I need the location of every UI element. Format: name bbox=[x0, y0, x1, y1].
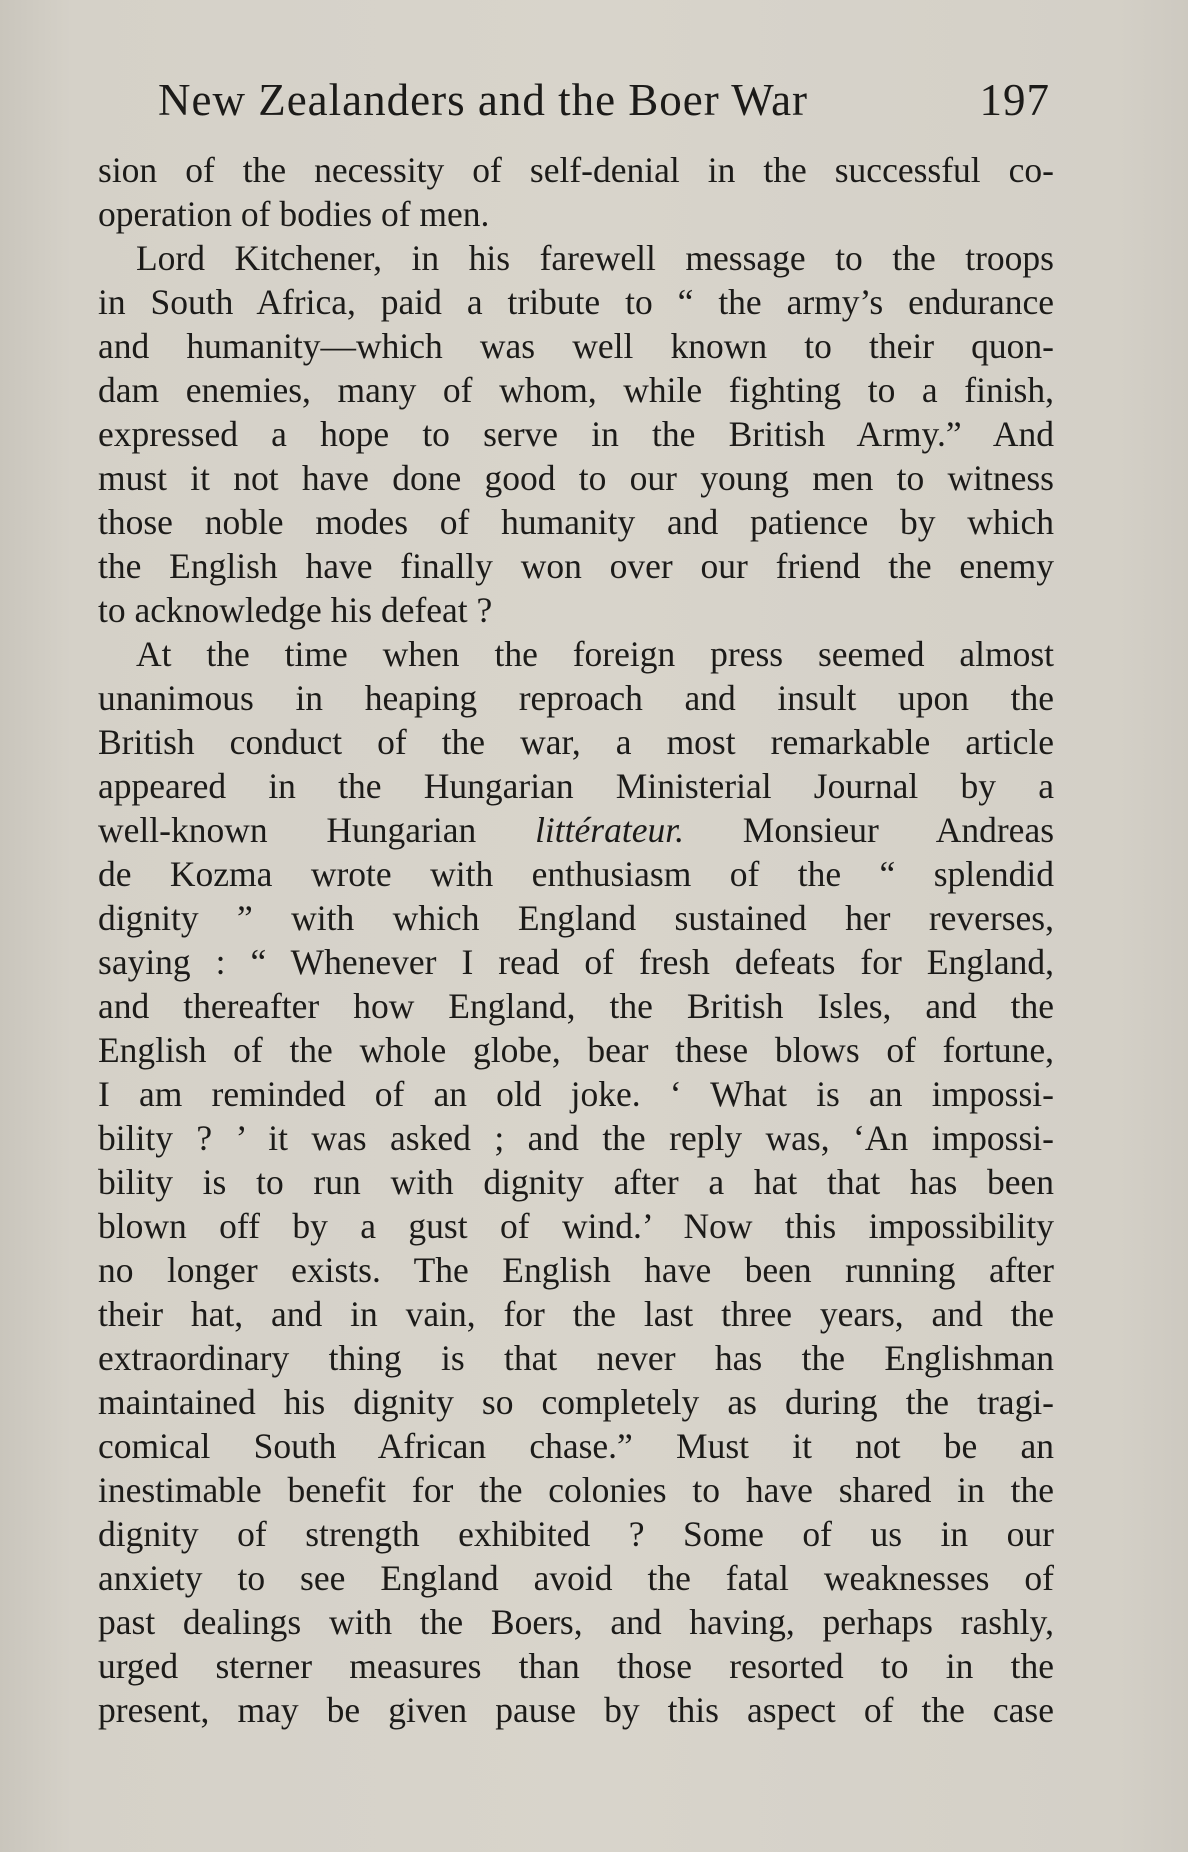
page-number: 197 bbox=[979, 75, 1050, 125]
text-line: appeared in the Hungarian Ministerial Journal by a bbox=[98, 766, 1054, 806]
text-line: bility ? ’ it was asked ; and the reply was, ‘An impossi- bbox=[98, 1118, 1054, 1158]
text-line: and humanity—which was well known to their quon- bbox=[98, 326, 1054, 366]
text-line: unanimous in heaping reproach and insult upon the bbox=[98, 678, 1054, 718]
text-line: British conduct of the war, a most remarkable article bbox=[98, 722, 1054, 762]
text-line: inestimable benefit for the colonies to have shared in the bbox=[98, 1470, 1054, 1510]
italic-term: littérateur. bbox=[535, 810, 684, 850]
text-line: the English have finally won over our friend the enemy bbox=[98, 546, 1054, 586]
text-line: expressed a hope to serve in the British Army.” And bbox=[98, 414, 1054, 454]
text-line: bility is to run with dignity after a hat that has been bbox=[98, 1162, 1054, 1202]
text-line: extraordinary thing is that never has the Englishman bbox=[98, 1338, 1054, 1378]
text-line: present, may be given pause by this aspect of the case bbox=[98, 1690, 1054, 1730]
running-title: New Zealanders and the Boer War bbox=[158, 75, 809, 125]
text-line: to acknowledge his defeat ? bbox=[98, 590, 493, 630]
text-line: English of the whole globe, bear these blows of fortune, bbox=[98, 1030, 1054, 1070]
text-segment: well-known Hungarian bbox=[98, 810, 477, 850]
text-line: saying : “ Whenever I read of fresh defeats for England, bbox=[98, 942, 1054, 982]
text-line: dignity ” with which England sustained her reverses, bbox=[98, 898, 1054, 938]
paragraph-start-line: At the time when the foreign press seemed almost bbox=[136, 634, 1054, 674]
text-line: dignity of strength exhibited ? Some of us in our bbox=[98, 1514, 1054, 1554]
text-line: in South Africa, paid a tribute to “ the army’s endurance bbox=[98, 282, 1054, 322]
running-head bbox=[158, 70, 1050, 130]
text-line: past dealings with the Boers, and having, perhaps rashly, bbox=[98, 1602, 1054, 1642]
body-text bbox=[98, 148, 1054, 1732]
text-line: blown off by a gust of wind.’ Now this impossibility bbox=[98, 1206, 1054, 1246]
text-line: I am reminded of an old joke. ‘ What is an impossi- bbox=[98, 1074, 1054, 1114]
text-line: those noble modes of humanity and patience by which bbox=[98, 502, 1054, 542]
text-line: operation of bodies of men. bbox=[98, 194, 490, 234]
paragraph-start-line: Lord Kitchener, in his farewell message to the troops bbox=[136, 238, 1054, 278]
text-line bbox=[98, 808, 1054, 852]
text-line: and thereafter how England, the British Isles, and the bbox=[98, 986, 1054, 1026]
text-line: maintained his dignity so completely as during the tragi- bbox=[98, 1382, 1054, 1422]
text-line: sion of the necessity of self-denial in the successful co- bbox=[98, 150, 1054, 190]
text-line: anxiety to see England avoid the fatal weaknesses of bbox=[98, 1558, 1054, 1598]
text-line: no longer exists. The English have been running after bbox=[98, 1250, 1054, 1290]
text-line: must it not have done good to our young men to witness bbox=[98, 458, 1054, 498]
text-line: their hat, and in vain, for the last three years, and the bbox=[98, 1294, 1054, 1334]
text-line: de Kozma wrote with enthusiasm of the “ splendid bbox=[98, 854, 1054, 894]
text-segment: Monsieur Andreas bbox=[742, 810, 1055, 850]
text-line: comical South African chase.” Must it not be an bbox=[98, 1426, 1054, 1466]
text-line: urged sterner measures than those resorted to in the bbox=[98, 1646, 1054, 1686]
text-line: dam enemies, many of whom, while fighting to a finish, bbox=[98, 370, 1054, 410]
